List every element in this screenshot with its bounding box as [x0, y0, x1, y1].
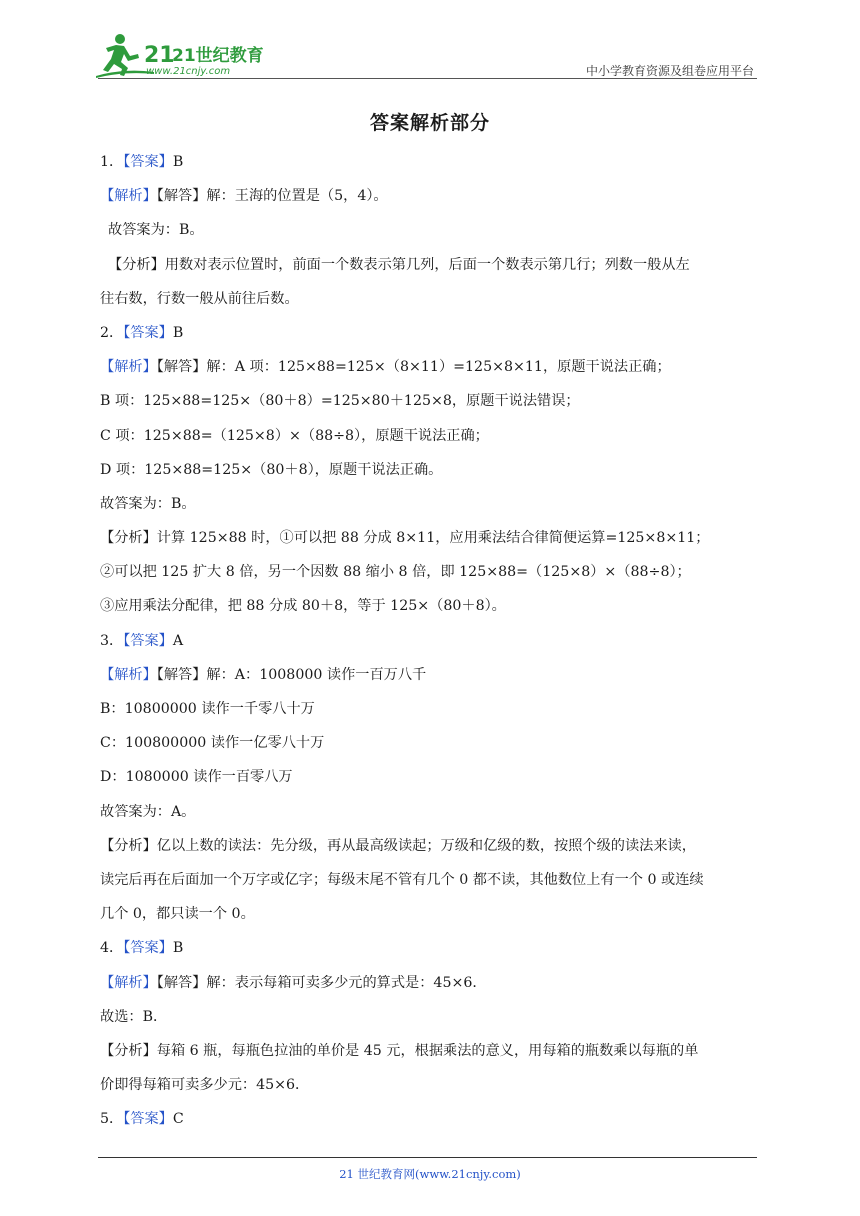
- text-segment: 读完后再在后面加一个万字或亿字；每级末尾不管有几个 0 都不读，其他数位上有一个 0 或连续: [100, 871, 704, 888]
- text-segment: 【解答】解：A：1008000 读作一百万八千: [156, 666, 427, 683]
- text-segment: 5．: [100, 1111, 124, 1128]
- label-tag: 【答案】: [123, 154, 173, 170]
- text-segment: 【解答】解：A 项：125×88=125×（8×11）=125×8×11，原题干说法正确；: [156, 359, 671, 376]
- text-segment: 【分析】计算 125×88 时，①可以把 88 分成 8×11，应用乘法结合律简便运算=125×8×11；: [100, 530, 710, 547]
- text-line: [100, 658, 760, 692]
- text-line: [100, 419, 760, 453]
- text-segment: C: [172, 1111, 184, 1128]
- text-line: [100, 589, 760, 623]
- text-segment: D：1080000 读作一百零八万: [100, 769, 293, 786]
- text-segment: 3．: [100, 632, 124, 649]
- page-title: 答案解析部分: [369, 112, 490, 134]
- text-segment: 【分析】用数对表示位置时，前面一个数表示第几列，后面一个数表示第几行；列数一般从左: [108, 256, 690, 273]
- text-line: [100, 966, 760, 1000]
- svg-text:21世纪教育: 21世纪教育: [172, 46, 264, 66]
- text-line: [100, 555, 760, 589]
- text-segment: 【解答】解：王海的位置是（5，4）。: [156, 188, 388, 205]
- platform-name: 中小学教育资源及组卷应用平台: [585, 64, 754, 78]
- text-line: [100, 316, 760, 350]
- text-line: [100, 931, 760, 965]
- text-segment: 【解答】解：表示每箱可卖多少元的算式是：45×6．: [156, 974, 487, 991]
- text-line: [100, 453, 760, 487]
- text-line: [100, 145, 760, 179]
- text-line: [100, 624, 760, 658]
- text-line: [100, 1068, 760, 1102]
- text-line: [100, 692, 760, 726]
- text-line: [100, 1000, 760, 1034]
- text-segment: 故答案为：B。: [100, 495, 196, 512]
- text-segment: ③应用乘法分配律，把 88 分成 80＋8，等于 125×（80＋8）。: [100, 598, 506, 615]
- label-tag: 【解析】: [100, 188, 157, 205]
- text-segment: 几个 0，都只读一个 0。: [100, 906, 255, 923]
- text-line: [100, 863, 760, 897]
- text-line: [100, 487, 760, 521]
- text-segment: B: [172, 154, 184, 170]
- text-line: [100, 760, 760, 794]
- footer-divider: [98, 1157, 757, 1158]
- text-segment: 故选：B．: [100, 1008, 168, 1025]
- text-line: [100, 282, 760, 316]
- text-line: [100, 350, 760, 384]
- text-segment: 故答案为：A。: [100, 803, 196, 820]
- header-divider: [98, 78, 757, 79]
- text-line: [100, 829, 760, 863]
- text-line: [100, 213, 760, 247]
- answer-content: [100, 145, 760, 1136]
- page-header: [0, 0, 860, 80]
- text-segment: 2．: [100, 324, 124, 341]
- site-logo: [94, 32, 264, 80]
- text-segment: B 项：125×88=125×（80＋8）=125×80＋125×8，原题干说法错误；: [100, 393, 580, 410]
- text-line: [100, 384, 760, 418]
- text-segment: B：10800000 读作一千零八十万: [100, 701, 315, 717]
- text-line: [100, 179, 760, 213]
- text-line: [100, 1034, 760, 1068]
- label-tag: 【答案】: [123, 324, 173, 341]
- text-segment: 4．: [100, 940, 124, 957]
- text-line: [100, 248, 760, 282]
- text-segment: 1．: [100, 154, 124, 170]
- text-segment: D 项：125×88=125×（80＋8），原题干说法正确。: [100, 461, 443, 478]
- label-tag: 【答案】: [123, 940, 173, 957]
- text-segment: 【分析】每箱 6 瓶，每瓶色拉油的单价是 45 元，根据乘法的意义，用每箱的瓶数乘以每瓶的单: [100, 1042, 699, 1059]
- text-segment: C 项：125×88=（125×8）×（88÷8），原题干说法正确；: [100, 427, 489, 444]
- text-line: [100, 795, 760, 829]
- page-footer: 21 世纪教育网(www.21cnjy.com): [339, 1167, 521, 1181]
- svg-text:21: 21: [144, 43, 175, 68]
- label-tag: 【解析】: [100, 359, 157, 376]
- label-tag: 【解析】: [100, 666, 157, 683]
- label-tag: 【答案】: [123, 1111, 173, 1128]
- text-segment: 价即得每箱可卖多少元：45×6．: [100, 1077, 310, 1094]
- text-segment: A: [172, 632, 184, 649]
- label-tag: 【答案】: [123, 632, 173, 649]
- text-segment: ②可以把 125 扩大 8 倍，另一个因数 88 缩小 8 倍，即 125×88=（125×8）×（88÷8）；: [100, 564, 691, 581]
- text-line: [100, 1102, 760, 1136]
- text-segment: 【分析】亿以上数的读法：先分级，再从最高级读起；万级和亿级的数，按照个级的读法来读，: [100, 837, 696, 854]
- text-line: [100, 726, 760, 760]
- text-segment: 往右数，行数一般从前往后数。: [100, 290, 299, 307]
- text-segment: B: [172, 940, 184, 957]
- text-segment: C：100800000 读作一亿零八十万: [100, 735, 325, 752]
- text-line: [100, 897, 760, 931]
- svg-text:www.21cnjy.com: www.21cnjy.com: [146, 66, 231, 77]
- text-segment: 故答案为：B。: [108, 222, 204, 239]
- text-line: [100, 521, 760, 555]
- label-tag: 【解析】: [100, 974, 157, 991]
- text-segment: B: [172, 324, 184, 341]
